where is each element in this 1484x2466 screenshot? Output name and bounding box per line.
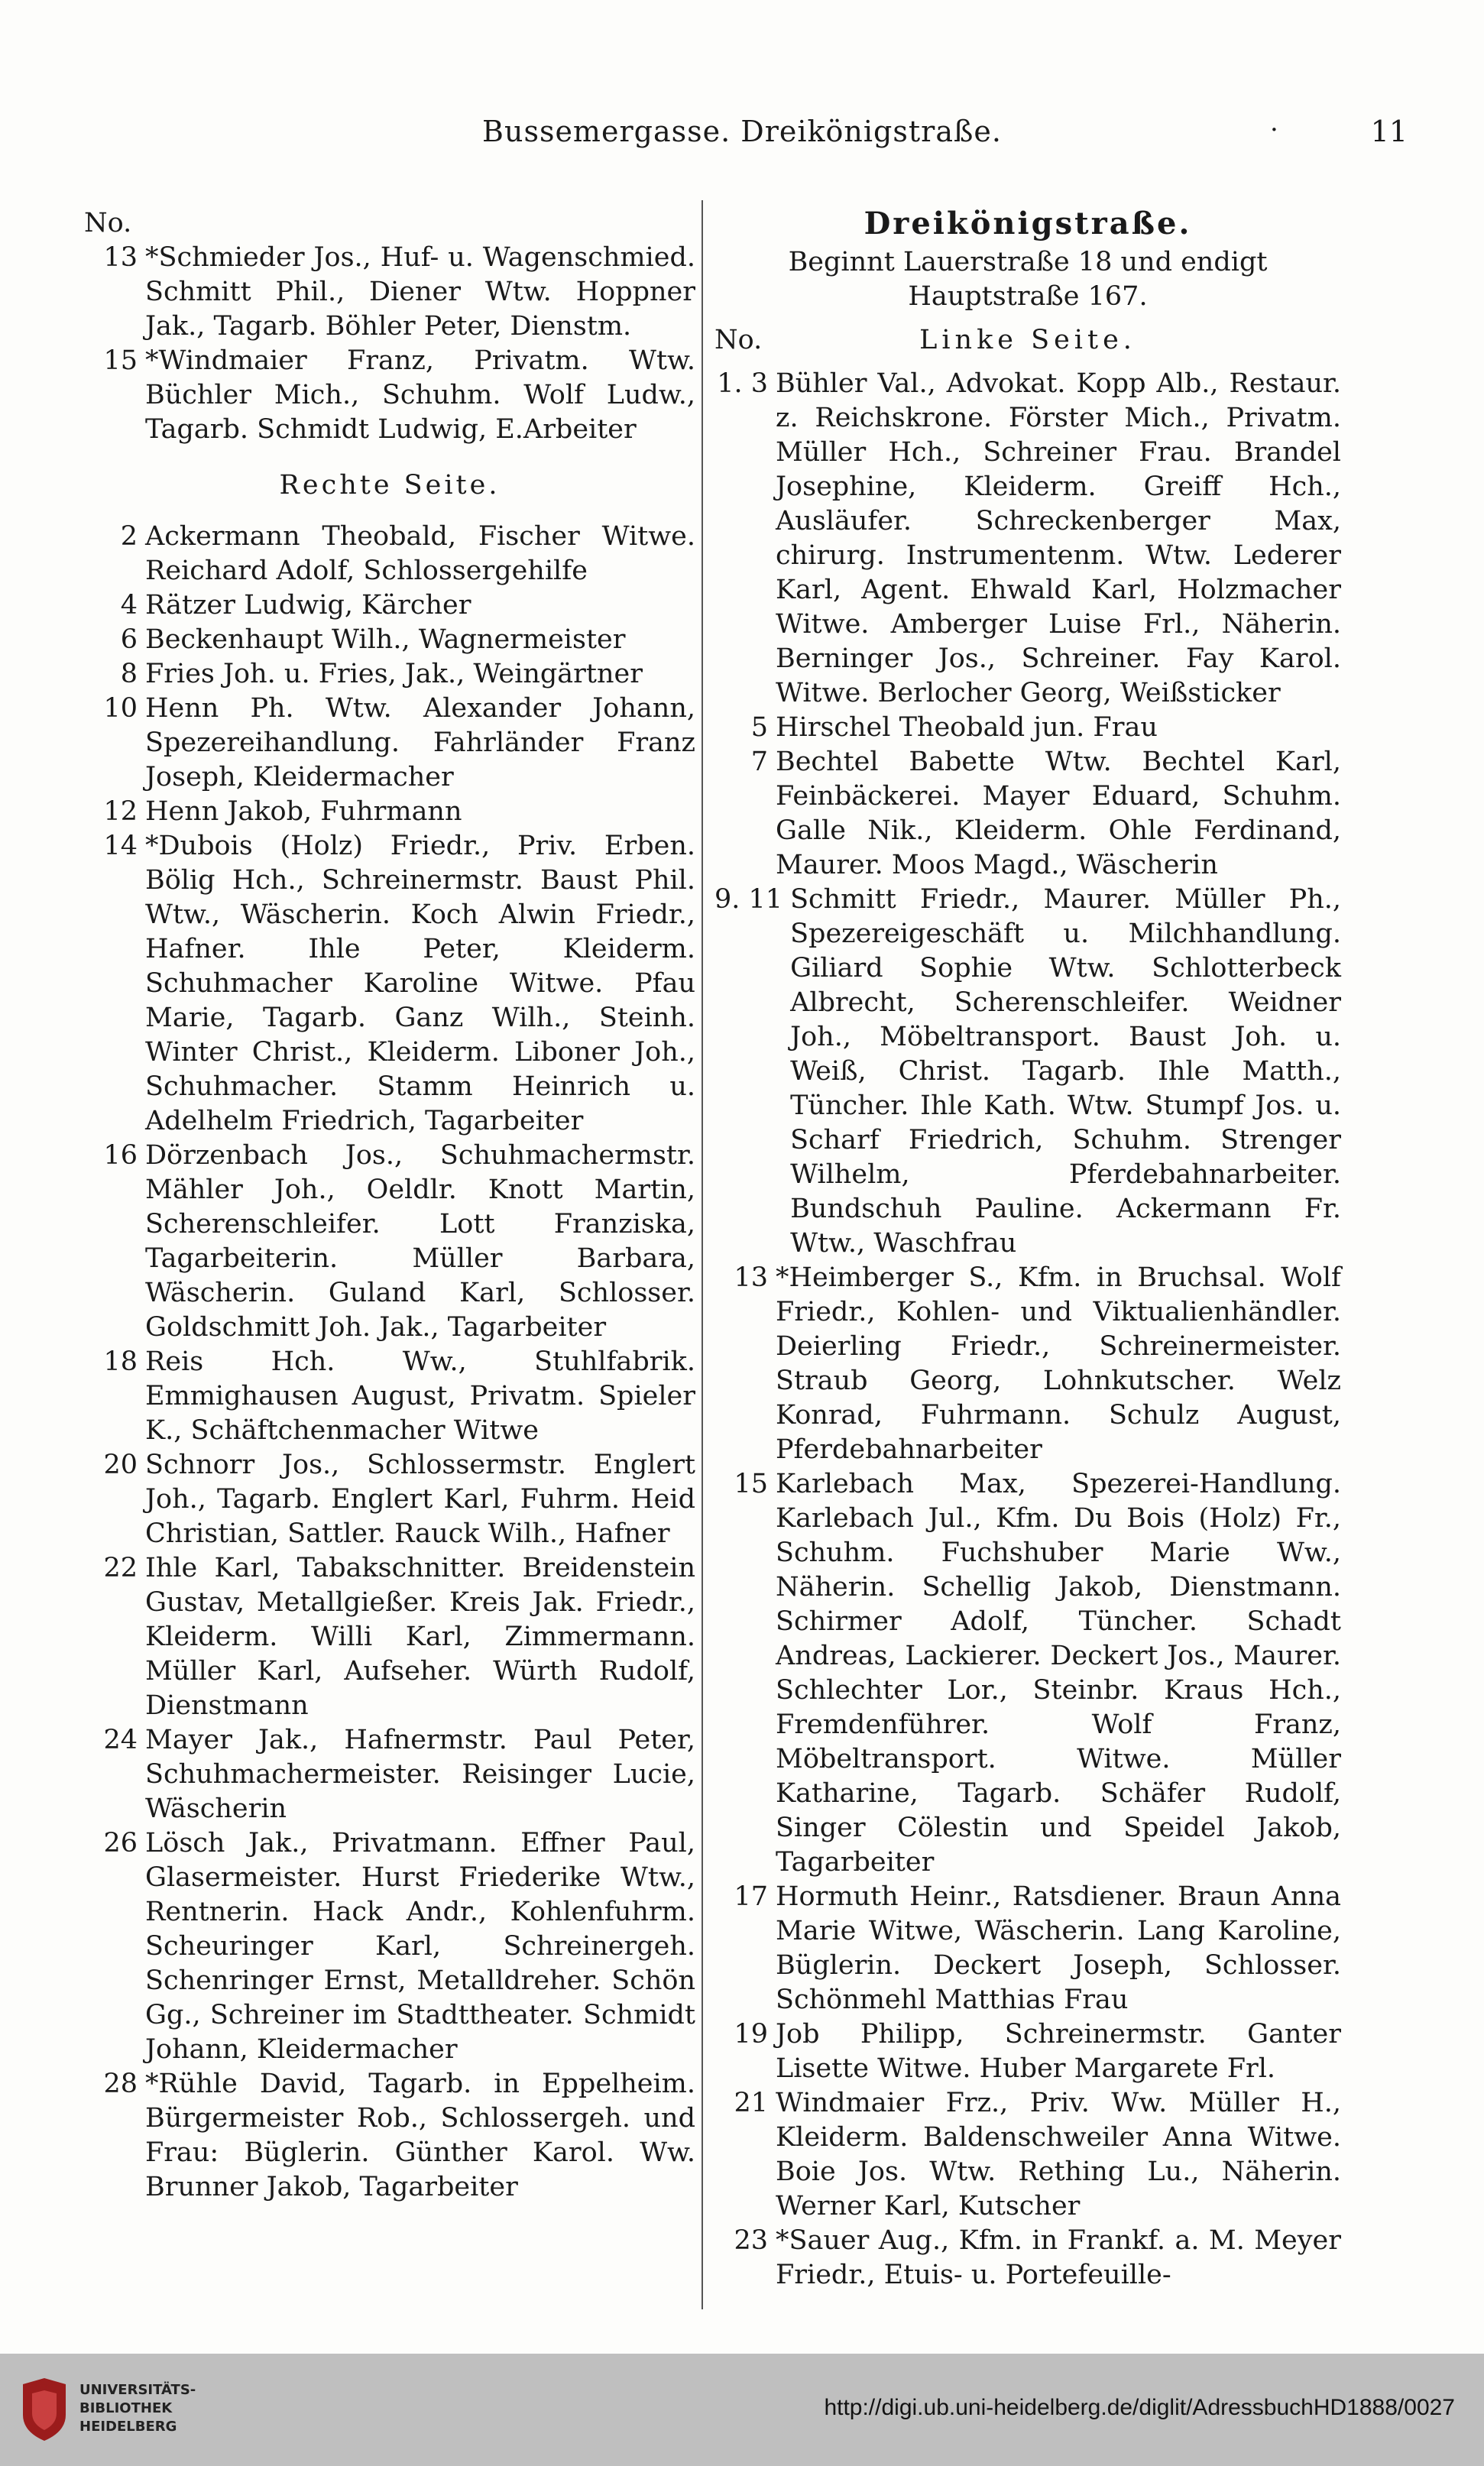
house-number: 22 [103,1553,138,1583]
number-label: No. [84,208,132,238]
house-number: 9. 11 [714,884,783,915]
residents-text: Hirschel Theobald jun. Frau [776,712,1158,743]
address-entry [84,829,695,1139]
house-number: 15 [734,1469,768,1499]
address-entry [714,2224,1341,2293]
section-heading: Rechte Seite. [279,470,501,501]
footer-bar [0,2354,1484,2466]
house-number: 20 [103,1450,138,1480]
right-entries [714,367,1341,2293]
house-number: 7 [750,747,768,777]
house-number: 19 [734,2019,768,2050]
house-number: 13 [103,242,138,273]
address-entry [84,1551,695,1723]
address-entry [714,2086,1341,2224]
residents-text: *Rühle David, Tagarb. in Eppelheim. Bürgermeister Rob., Schlossergeh. und Frau: Büglerin. Günther Karol. Ww. Brunner Jakob, Tagarbeiter [145,2069,695,2202]
address-entry [84,1345,695,1448]
residents-text: Hormuth Heinr., Ratsdiener. Braun Anna Marie Witwe, Wäscherin. Lang Karoline, Büglerin. Deckert Joseph, Schlosser. Schönmehl Matthias Frau [776,1881,1341,2015]
address-entry [84,1448,695,1551]
house-number: 5 [750,712,768,743]
left-entries [84,520,695,2205]
house-number: 28 [103,2069,138,2099]
header-mark: · [1270,115,1278,145]
residents-text: Schmitt Friedr., Maurer. Müller Ph., Spezereigeschäft u. Milchhandlung. Giliard Sophie Wtw. Schlotterbeck Albrecht, Scherenschleifer. Weidner Joh., Möbeltransport. Baust Joh. u. Weiß, Christ. Tagarb. Ihle Matth., Tüncher. Ihle Kath. Wtw. Stumpf Jos. u. Scharf Friedrich, Schuhm. Strenger Wilhelm, Pferdebahnarbeiter. Bundschuh Pauline. Ackermann Fr. Wtw., Waschfrau [790,884,1341,1259]
residents-text: Fries Joh. u. Fries, Jak., Weingärtner [145,659,643,689]
residents-text: Ihle Karl, Tabakschnitter. Breidenstein Gustav, Metallgießer. Kreis Jak. Friedr., Kleiderm. Willi Karl, Zimmermann. Müller Karl, Aufseher. Würth Rudolf, Dienstmann [145,1553,695,1721]
logo-line: HEIDELBERG [79,2419,177,2435]
residents-text: *Heimberger S., Kfm. in Bruchsal. Wolf Friedr., Kohlen- und Viktualienhändler. Deierling Friedr., Schreinermeister. Straub Georg, Lohnkutscher. Welz Konrad, Fuhrmann. Schulz August, Pferdebahnarbeiter [776,1262,1341,1465]
residents-text: Rätzer Ludwig, Kärcher [145,590,471,621]
logo-line: UNIVERSITÄTS- [79,2382,196,2398]
house-number: 4 [120,590,138,621]
address-entry [84,1723,695,1826]
address-entry [714,745,1341,883]
residents-text: *Dubois (Holz) Friedr., Priv. Erben. Bölig Hch., Schreinermstr. Baust Phil. Wtw., Wäscherin. Koch Alwin Friedr., Hafner. Ihle Peter, Kleiderm. Schuhmacher Karoline Witwe. Pfau Marie, Tagarb. Ganz Wilh., Steinh. Winter Christ., Kleiderm. Liboner Joh., Schuhmacher. Stamm Heinrich u. Adelhelm Friedrich, Tagarbeiter [145,831,695,1136]
address-entry [84,588,695,623]
house-number: 21 [734,2088,768,2118]
house-number: 18 [103,1346,138,1377]
side-heading-row [714,323,1341,358]
address-entry [714,883,1341,1261]
logo-line: BIBLIOTHEK [79,2400,173,2416]
house-number: 24 [103,1725,138,1755]
source-url-link[interactable]: http://digi.ub.uni-heidelberg.de/diglit/AdressbuchHD1888/0027 [824,2395,1455,2420]
residents-text: Ackermann Theobald, Fischer Witwe. Reichard Adolf, Schlossergehilfe [145,521,695,586]
address-entry [84,520,695,588]
address-entry [84,795,695,829]
column-divider [701,200,703,2309]
residents-text: Windmaier Frz., Priv. Ww. Müller H., Kleiderm. Baldenschweiler Anna Witwe. Boie Jos. Wtw. Rething Lu., Näherin. Werner Karl, Kutscher [776,2088,1341,2221]
address-entry [84,241,695,344]
residents-text: Reis Hch. Ww., Stuhlfabrik. Emmighausen August, Privatm. Spieler K., Schäftchenmacher Witwe [145,1346,695,1446]
address-entry [84,1139,695,1345]
residents-text: Bühler Val., Advokat. Kopp Alb., Restaur. z. Reichskrone. Förster Mich., Privatm. Müller Hch., Schreiner Frau. Brandel Josephine, Kleiderm. Greiff Hch., Ausläufer. Schreckenberger Max, chirurg. Instrumentenm. Wtw. Lederer Karl, Agent. Ehwald Karl, Holzmacher Witwe. Amberger Luise Frl., Näherin. Berninger Jos., Schreiner. Fay Karol. Witwe. Berlocher Georg, Weißsticker [776,368,1341,708]
address-entry [714,1467,1341,1880]
address-entry [714,1261,1341,1467]
house-number: 10 [103,693,138,724]
residents-text: Henn Ph. Wtw. Alexander Johann, Spezereihandlung. Fahrländer Franz Joseph, Kleidermacher [145,693,695,792]
residents-text: Mayer Jak., Hafnermstr. Paul Peter, Schuhmachermeister. Reisinger Lucie, Wäscherin [145,1725,695,1824]
house-number: 6 [120,624,138,655]
residents-text: Bechtel Babette Wtw. Bechtel Karl, Feinbäckerei. Mayer Eduard, Schuhm. Galle Nik., Kleiderm. Ohle Ferdinand, Maurer. Moos Magd., Wäscherin [776,747,1341,880]
house-number: 12 [103,796,138,827]
house-number: 23 [734,2225,768,2256]
page-number: 11 [1370,115,1408,148]
house-number: 2 [120,521,138,552]
house-number: 16 [103,1140,138,1171]
address-entry [714,367,1341,711]
left-top-entries [84,241,695,447]
house-number: 8 [120,659,138,689]
address-entry [84,2067,695,2205]
address-entry [714,2017,1341,2086]
house-number: 26 [103,1828,138,1858]
residents-text: *Sauer Aug., Kfm. in Frankf. a. M. Meyer Friedr., Etuis- u. Portefeuille- [776,2225,1341,2290]
street-description: Beginnt Lauerstraße 18 und endigt Hauptstraße 167. [788,247,1268,312]
library-logo-icon [15,2377,72,2442]
address-entry [84,657,695,692]
residents-text: Job Philipp, Schreinermstr. Ganter Lisette Witwe. Huber Margarete Frl. [776,2019,1341,2084]
header-title: Bussemergasse. Dreikönigstraße. [482,115,1002,148]
address-entry [714,711,1341,745]
address-entry [84,692,695,795]
house-number: 15 [103,345,138,376]
address-entry [84,344,695,447]
house-number: 17 [734,1881,768,1912]
residents-text: Schnorr Jos., Schlossermstr. Englert Joh., Tagarb. Englert Karl, Fuhrm. Heid Christian, Sattler. Rauck Wilh., Hafner [145,1450,695,1549]
residents-text: Dörzenbach Jos., Schuhmachermstr. Mähler Joh., Oeldlr. Knott Martin, Scherenschleifer. Lott Franziska, Tagarbeiterin. Müller Barbara, Wäscherin. Guland Karl, Schlosser. Goldschmitt Joh. Jak., Tagarbeiter [145,1140,695,1343]
residents-text: *Windmaier Franz, Privatm. Wtw. Büchler Mich., Schuhm. Wolf Ludw., Tagarb. Schmidt Ludwig, E.Arbeiter [145,345,695,445]
residents-text: *Schmieder Jos., Huf- u. Wagenschmied. Schmitt Phil., Diener Wtw. Hoppner Jak., Tagarb. Böhler Peter, Dienstm. [145,242,695,342]
residents-text: Lösch Jak., Privatmann. Effner Paul, Glasermeister. Hurst Friederike Wtw., Rentnerin. Hack Andr., Kohlenfuhrm. Scheuringer Karl, Schreinergeh. Schenringer Ernst, Metalldreher. Schön Gg., Schreiner im Stadttheater. Schmidt Johann, Kleidermacher [145,1828,695,2065]
residents-text: Karlebach Max, Spezerei-Handlung. Karlebach Jul., Kfm. Du Bois (Holz) Fr., Schuhm. Fuchshuber Marie Ww., Näherin. Schellig Jakob, Dienstmann. Schirmer Adolf, Tüncher. Schadt Andreas, Lackierer. Deckert Jos., Maurer. Schlechter Lor., Steinbr. Kraus Hch., Fremdenführer. Wolf Franz, Möbeltransport. Witwe. Müller Katharine, Tagarb. Schäfer Rudolf, Singer Cölestin und Speidel Jakob, Tagarbeiter [776,1469,1341,1878]
library-logo-text [79,2381,196,2436]
residents-text: Beckenhaupt Wilh., Wagnermeister [145,624,626,655]
house-number: 13 [734,1262,768,1293]
address-entry [84,623,695,657]
running-header [76,115,1408,160]
left-column [84,206,695,2205]
house-number: 1. 3 [717,368,768,399]
residents-text: Henn Jakob, Fuhrmann [145,796,462,827]
address-entry [84,1826,695,2067]
right-column [714,206,1341,2293]
street-title: Dreikönigstraße. [864,206,1192,241]
address-entry [714,1880,1341,2017]
side-heading: Linke Seite. [919,325,1136,355]
house-number: 14 [103,831,138,861]
number-label: No. [714,325,763,355]
